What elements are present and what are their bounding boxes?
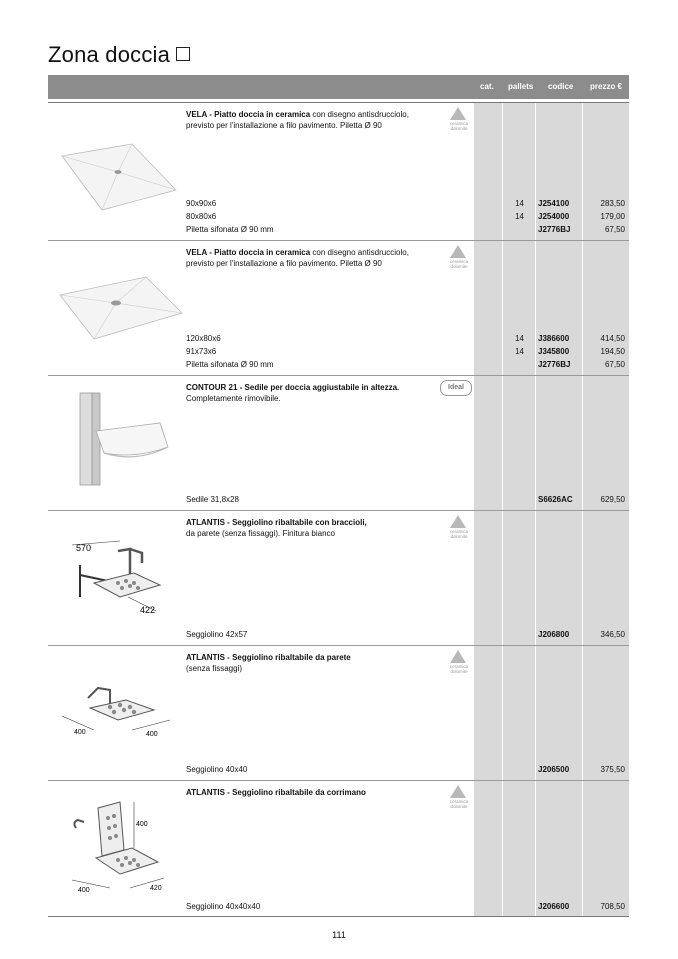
item-price: 346,50 [600,630,625,639]
item-name: 80x80x6 [186,212,217,221]
shower-tray-rectangular-image [58,275,183,345]
table-header [48,75,629,99]
product-description: CONTOUR 21 - Sedile per doccia aggiustabile in altezza. Completamente rimovibile. [186,383,400,403]
shower-tray-square-image [58,142,178,214]
item-pallets: 14 [515,347,524,356]
item-name: Sedile 31,8x28 [186,495,239,504]
page-title: Zona doccia [48,42,190,68]
item-name: Seggiolino 40x40x40 [186,902,261,911]
item-pallets: 14 [515,212,524,221]
dimension-height: 400 [136,821,148,828]
item-name: 90x90x6 [186,199,217,208]
dimension-depth: 400 [146,731,158,738]
folding-seat-with-armrests-image [68,535,188,625]
item-price: 283,50 [600,199,625,208]
ceramica-dolomite-logo: ceramica dolomite [444,650,474,682]
product-row [48,510,629,645]
item-price: 629,50 [600,495,625,504]
product-row [48,780,629,916]
ceramica-dolomite-logo: ceramica dolomite [444,107,474,139]
header-prezzo: prezzo € [590,82,623,91]
item-pallets: 14 [515,199,524,208]
ceramica-dolomite-logo: ceramica dolomite [444,245,474,277]
item-code: J386600 [538,334,570,343]
item-code: J345800 [538,347,570,356]
item-name: 91x73x6 [186,347,217,356]
product-row [48,240,629,375]
product-description: ATLANTIS - Seggiolino ribaltabile da parete (senza fissaggi) [186,653,351,673]
item-name: Seggiolino 42x57 [186,630,248,639]
ceramica-dolomite-logo: ceramica dolomite [444,515,474,547]
item-price: 375,50 [600,765,625,774]
dimension-width: 400 [74,729,86,736]
item-name: 120x80x6 [186,334,221,343]
item-name: Piletta sifonata Ø 90 mm [186,225,274,234]
dimension-depth: 422 [140,605,156,615]
product-description: VELA - Piatto doccia in ceramica con disegno antisdrucciolo, previsto per l'installazione a filo pavimento. Piletta Ø 90 [186,110,409,130]
dimension-depth: 420 [150,885,162,892]
handrail-seat-image [68,796,178,896]
item-name: Piletta sifonata Ø 90 mm [186,360,274,369]
header-cat: cat. [480,82,494,91]
product-row [48,102,629,240]
page-number: 111 [332,930,346,940]
checkbox-square-icon [176,47,190,61]
item-code: J254000 [538,212,570,221]
product-row [48,375,629,510]
dimension-width: 400 [78,887,90,894]
item-price: 414,50 [600,334,625,343]
item-code: J206500 [538,765,570,774]
folding-wall-seat-image [58,680,178,750]
item-code: J206800 [538,630,570,639]
item-code: J206600 [538,902,570,911]
item-price: 194,50 [600,347,625,356]
item-code: J2776BJ [538,360,571,369]
item-code: S6626AC [538,495,573,504]
dimension-width: 570 [76,543,92,553]
product-description: VELA - Piatto doccia in ceramica con disegno antisdrucciolo, previsto per l'installazione a filo pavimento. Piletta Ø 90 [186,248,409,268]
item-code: J2776BJ [538,225,571,234]
item-price: 179,00 [600,212,625,221]
item-pallets: 14 [515,334,524,343]
ceramica-dolomite-logo: ceramica dolomite [444,785,474,817]
product-description: ATLANTIS - Seggiolino ribaltabile con braccioli, da parete (senza fissaggi). Finitura bianco [186,518,367,538]
item-price: 67,50 [604,225,625,234]
header-pallets: pallets [508,82,534,91]
item-price: 67,50 [604,360,625,369]
product-row [48,645,629,780]
item-price: 708,50 [600,902,625,911]
shower-seat-image [76,391,176,489]
product-description: ATLANTIS - Seggiolino ribaltabile da corrimano [186,788,366,797]
ideal-standard-logo: Ideal [440,380,472,396]
item-code: J254100 [538,199,570,208]
item-name: Seggiolino 40x40 [186,765,248,774]
header-codice: codice [548,82,574,91]
